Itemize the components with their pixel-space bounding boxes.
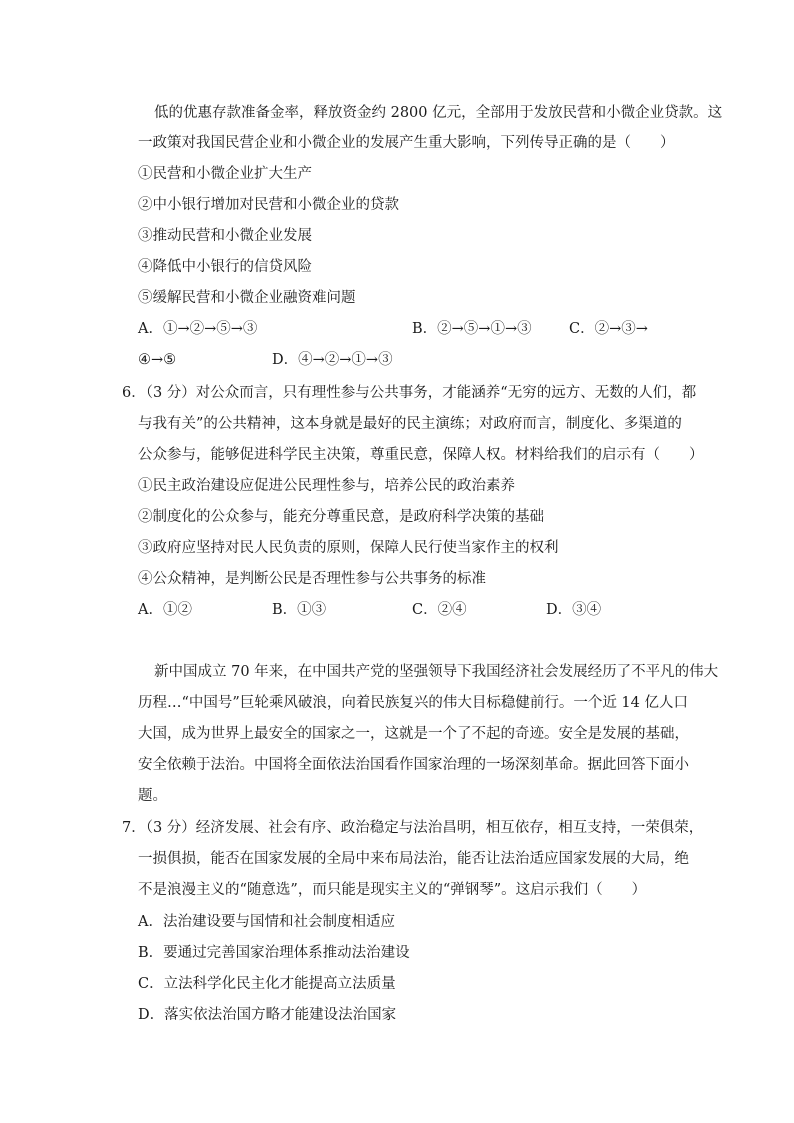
material-line: 安全依赖于法治。中国将全面依法治国看作国家治理的一场深刻革命。据此回答下面小: [138, 757, 689, 773]
q5-option-c-continued: ④→⑤: [138, 352, 177, 368]
q6-item: ①民主政治建设应促进公民理性参与，培养公民的政治素养: [138, 478, 515, 494]
q6-option-b: B．①③: [272, 602, 327, 618]
q7-stem-line: 7．（3 分）经济发展、社会有序、政治稳定与法治昌明，相互依存，相互支持，一荣俱荣，: [122, 820, 704, 836]
q5-item: ④降低中小银行的信贷风险: [138, 259, 312, 275]
q5-stem-line: 低的优惠存款准备金率，释放资金约 2800 亿元，全部用于发放民营和小微企业贷款。这: [154, 105, 723, 121]
q5-stem-line: 一政策对我国民营企业和小微企业的发展产生重大影响，下列传导正确的是（ ）: [138, 135, 675, 151]
q7-stem-line: 不是浪漫主义的“随意选”，而只能是现实主义的“弹钢琴”。这启示我们（ ）: [138, 882, 647, 898]
material-line: 新中国成立 70 年来，在中国共产党的坚强领导下我国经济社会发展经历了不平凡的伟大: [154, 664, 719, 680]
q6-stem-line: 公众参与，能够促进科学民主决策，尊重民意，保障人权。材料给我们的启示有（ ）: [138, 447, 704, 463]
q6-item: ③政府应坚持对民人民负责的原则，保障人民行使当家作主的权利: [138, 540, 559, 556]
q7-stem-line: 一损俱损，能否在国家发展的全局中来布局法治，能否让法治适应国家发展的大局，绝: [138, 851, 689, 867]
q7-option-d: D．落实依法治国方略才能建设法治国家: [138, 1007, 397, 1023]
q6-option-d: D．③④: [546, 602, 602, 618]
q5-option-d: D．④→②→①→③: [272, 352, 393, 368]
material-line: 题。: [138, 788, 167, 804]
q7-option-b: B．要通过完善国家治理体系推动法治建设: [138, 945, 410, 961]
q7-option-a: A．法治建设要与国情和社会制度相适应: [138, 914, 395, 930]
q6-option-c: C．②④: [412, 602, 467, 618]
q6-item: ②制度化的公众参与，能充分尊重民意，是政府科学决策的基础: [138, 509, 544, 525]
q5-item: ②中小银行增加对民营和小微企业的贷款: [138, 197, 399, 213]
q7-option-c: C．立法科学化民主化才能提高立法质量: [138, 976, 396, 992]
q6-item: ④公众精神，是判断公民是否理性参与公共事务的标准: [138, 571, 486, 587]
q6-stem-line: 与我有关”的公共精神，这本身就是最好的民主演练；对政府而言，制度化、多渠道的: [138, 416, 682, 432]
material-line: 历程…“中国号”巨轮乘风破浪，向着民族复兴的伟大目标稳健前行。一个近 14 亿人口: [138, 695, 688, 711]
q6-option-a: A．①②: [138, 602, 192, 618]
q5-option-c: C．②→③→: [569, 321, 648, 337]
q5-item: ③推动民营和小微企业发展: [138, 228, 312, 244]
q5-item: ①民营和小微企业扩大生产: [138, 166, 312, 182]
material-line: 大国，成为世界上最安全的国家之一，这就是一个了不起的奇迹。安全是发展的基础，: [138, 726, 689, 742]
q5-item: ⑤缓解民营和小微企业融资难问题: [138, 290, 356, 306]
q5-option-b: B．②→⑤→①→③: [412, 321, 532, 337]
q6-stem-line: 6．（3 分）对公众而言，只有理性参与公共事务，才能涵养“无穷的远方、无数的人们，都: [122, 385, 697, 401]
q5-option-a: A．①→②→⑤→③: [138, 321, 258, 337]
